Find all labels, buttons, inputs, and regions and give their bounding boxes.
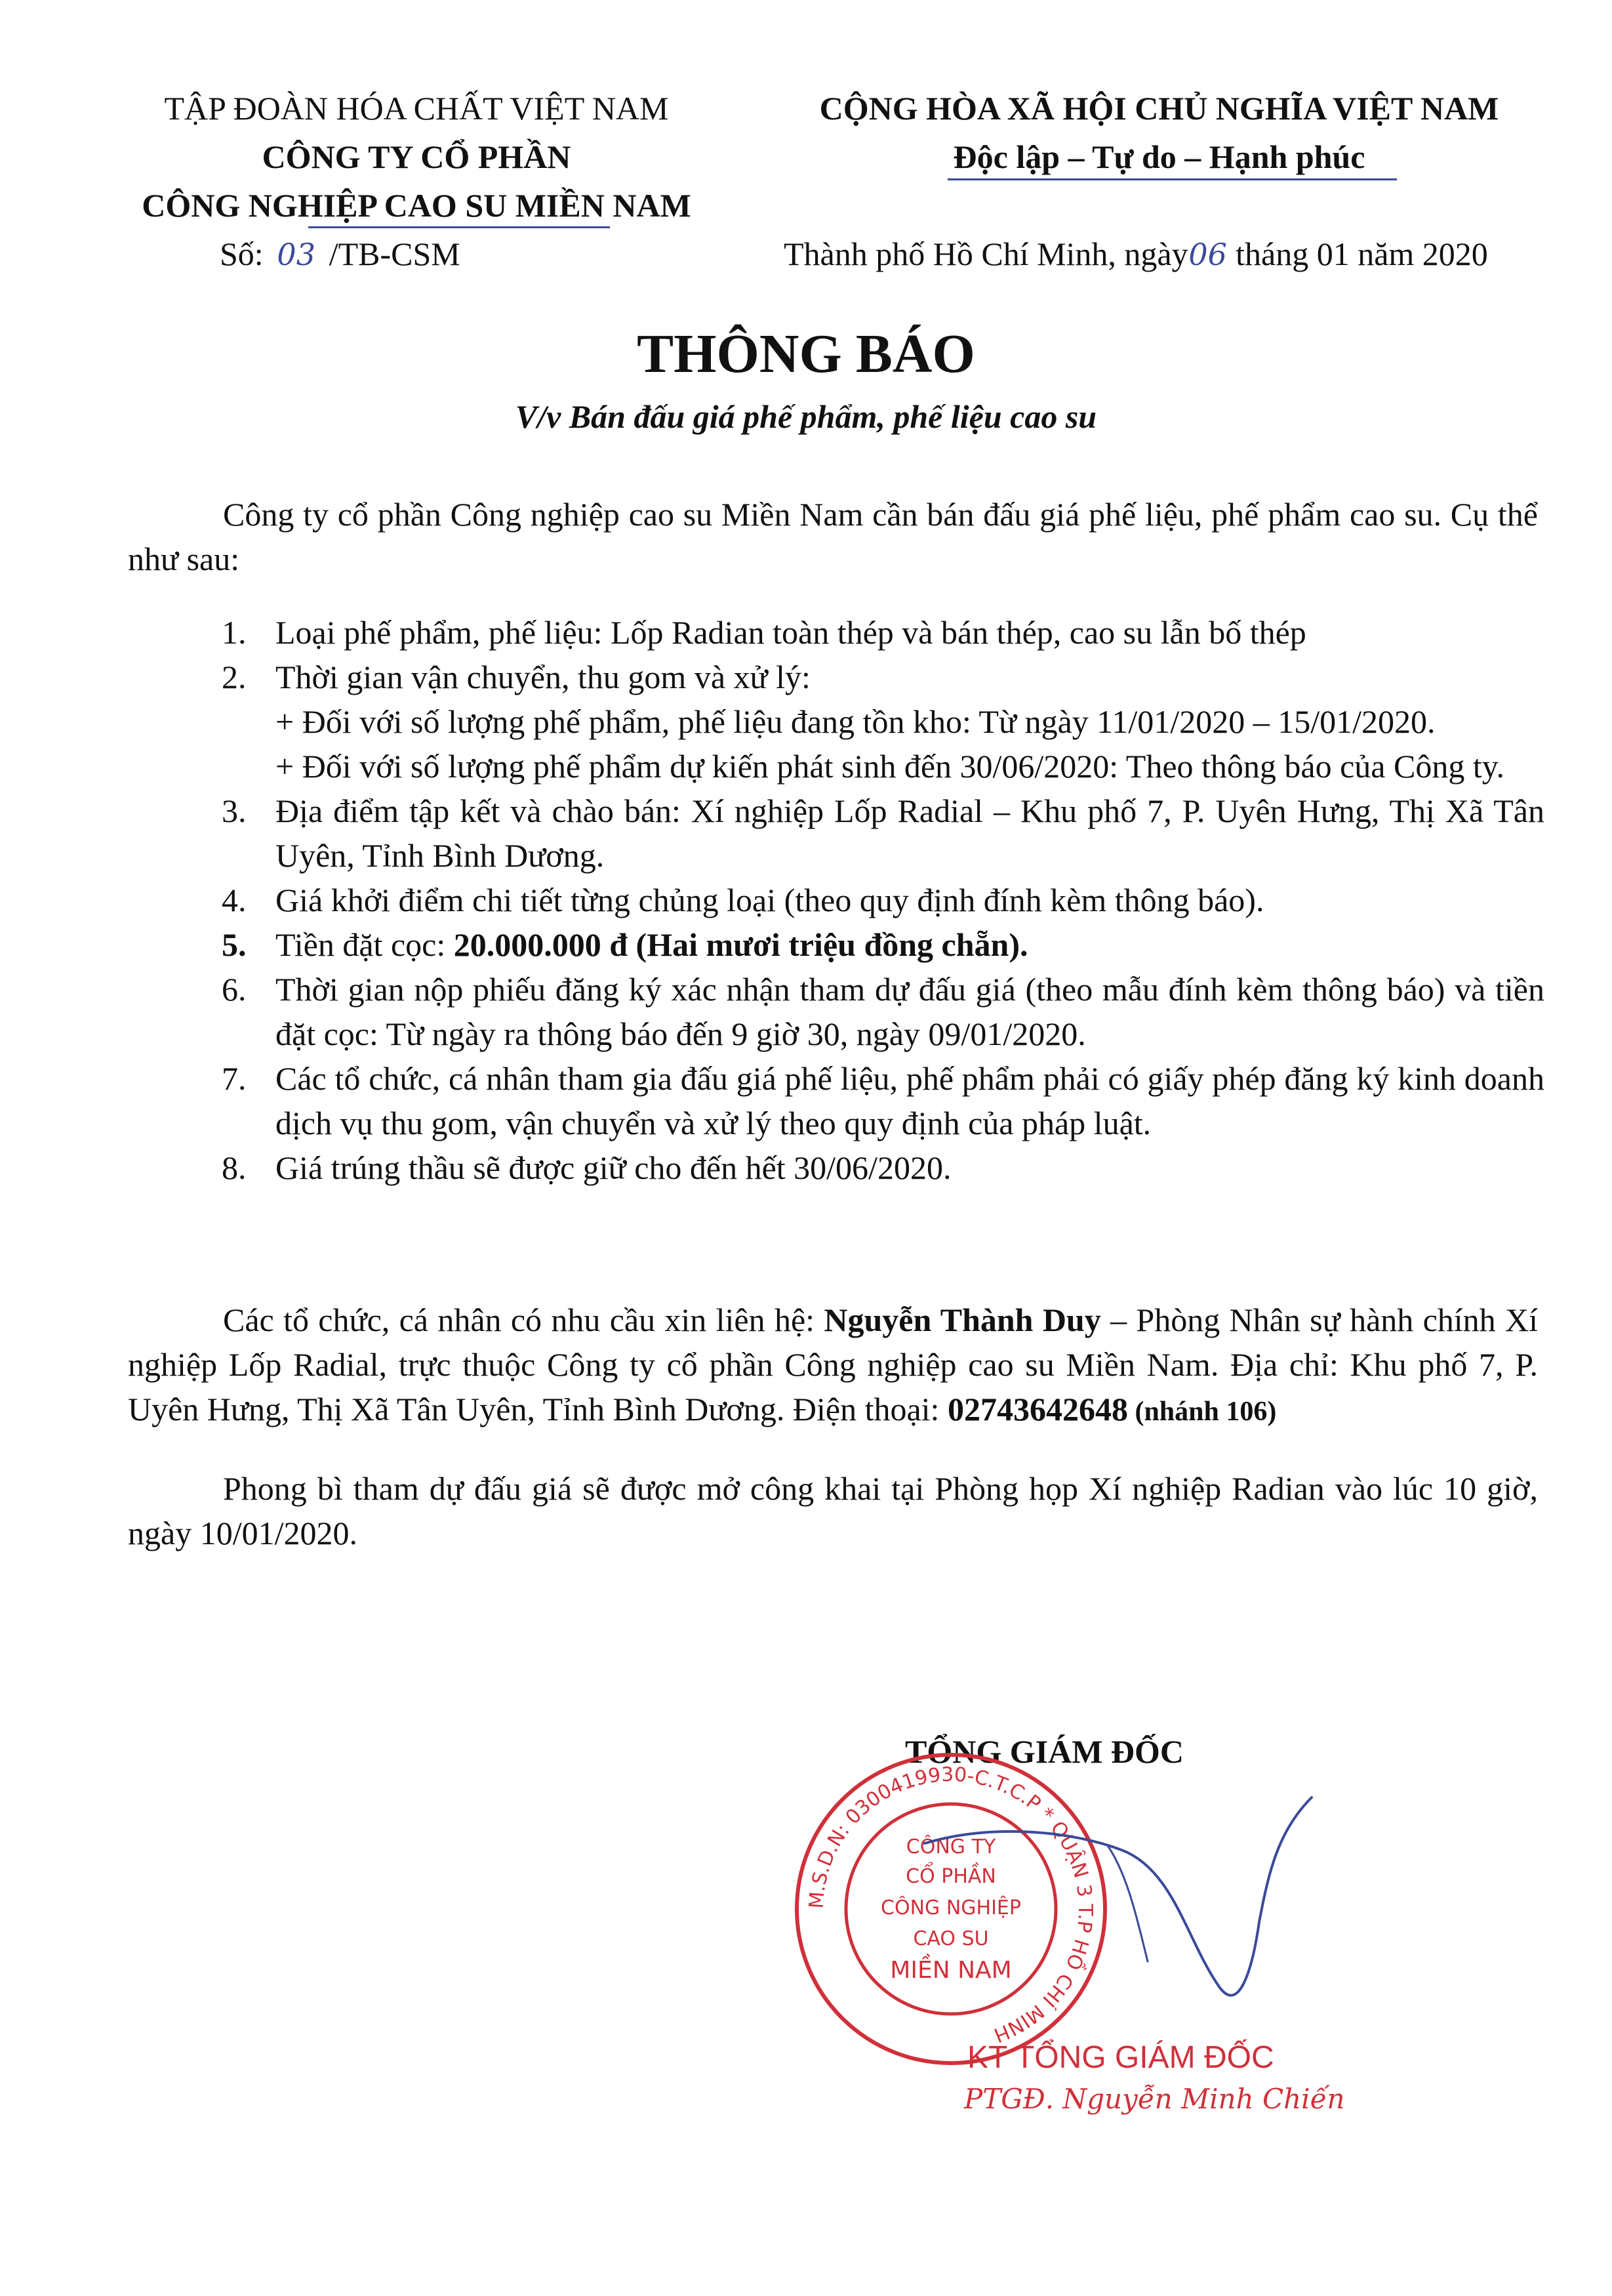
national-motto: Độc lập – Tự do – Hạnh phúc: [953, 138, 1365, 175]
number-value: 03: [277, 237, 315, 272]
date-day: 06: [1188, 237, 1227, 272]
page-subtitle: V/v Bán đấu giá phế phẩm, phế liệu cao su: [515, 398, 1097, 435]
header-group-name: TẬP ĐOÀN HÓA CHẤT VIỆT NAM: [164, 90, 669, 127]
number-suffix: /TB-CSM: [329, 236, 460, 272]
signature-role: TỔNG GIÁM ĐỐC: [905, 1733, 1184, 1770]
list-item: 2. Thời gian vận chuyển, thu gom và xử lý: + Đối với số lượng phế phẩm, phế liệu đang tồn kho: Từ ngày 11/01/2020 – 15/01/2020. + Đối với số lượng phế phẩm dự kiến phát sinh đến 30/06/2020: Theo thông báo của Công ty.: [128, 655, 1544, 789]
header-company-line1: CÔNG TY CỔ PHẦN: [262, 138, 571, 175]
stamp-line: CÔNG TY: [906, 1835, 996, 1858]
stamp-line: MIỀN NAM: [890, 1957, 1012, 1984]
list-item: 5. Tiền đặt cọc: 20.000.000 đ (Hai mươi triệu đồng chẵn).: [222, 926, 1028, 963]
page-title: THÔNG BÁO: [637, 323, 975, 384]
stamp-ring-text: M.S.D.N: 0300419930-C.T.C.P * QUẬN 3 T.P HỒ CHÍ MINH: [805, 1763, 1097, 2047]
national-title: CỘNG HÒA XÃ HỘI CHỦ NGHĨA VIỆT NAM: [819, 90, 1499, 127]
signature-deputy-name: PTGĐ. Nguyễn Minh Chiến: [964, 2083, 1345, 2115]
signature-scribble: [912, 1771, 1318, 2047]
list-item: 1. Loại phế phẩm, phế liệu: Lốp Radian toàn thép và bán thép, cao su lẫn bố thép: [222, 614, 1306, 651]
header-left-underline: [308, 226, 610, 228]
header-right: [774, 84, 1544, 181]
motto-underline: [948, 178, 1397, 180]
document-number: [220, 230, 460, 279]
intro-paragraph: Công ty cổ phần Công nghiệp cao su Miền Nam cần bán đấu giá phế liệu, phế phẩm cao su. Cụ thể như sau:: [128, 496, 1538, 577]
contact-extension: (nhánh 106): [1127, 1397, 1277, 1427]
number-prefix: Số:: [220, 236, 264, 272]
list-subitem: + Đối với số lượng phế phẩm dự kiến phát sinh đến 30/06/2020: Theo thông báo của Công ty.: [275, 748, 1504, 785]
header-company-line2: CÔNG NGHIỆP CAO SU MIỀN NAM: [142, 187, 691, 224]
stamp-line: CỔ PHẦN: [906, 1865, 996, 1888]
list-item: 4. Giá khởi điểm chi tiết từng chủng loại (theo quy định đính kèm thông báo).: [222, 882, 1264, 918]
list-subitem: + Đối với số lượng phế phẩm, phế liệu đang tồn kho: Từ ngày 11/01/2020 – 15/01/2020.: [275, 703, 1436, 740]
signature-deputy-title: KT TỔNG GIÁM ĐỐC: [967, 2040, 1274, 2075]
stamp-line: CAO SU: [913, 1927, 989, 1950]
list-item: 3. Địa điểm tập kết và chào bán: Xí nghiệp Lốp Radial – Khu phố 7, P. Uyên Hưng, Thị Xã Tân Uyên, Tỉnh Bình Dương.: [222, 792, 1544, 874]
closing-paragraph: Phong bì tham dự đấu giá sẽ được mở công khai tại Phòng họp Xí nghiệp Radian vào lúc 10 giờ, ngày 10/01/2020.: [128, 1470, 1538, 1551]
contact-name: Nguyễn Thành Duy: [824, 1302, 1101, 1338]
list-item: 6. Thời gian nộp phiếu đăng ký xác nhận tham dự đấu giá (theo mẫu đính kèm thông báo) và tiền đặt cọc: Từ ngày ra thông báo đến 9 giờ 30, ngày 09/01/2020.: [222, 971, 1544, 1052]
document-date: [784, 230, 1488, 279]
stamp-line: CÔNG NGHIỆP: [881, 1896, 1021, 1919]
item-list: [128, 610, 1544, 1190]
date-suffix: tháng 01 năm 2020: [1236, 236, 1488, 272]
date-prefix: Thành phố Hồ Chí Minh, ngày: [784, 236, 1188, 272]
list-item: 7. Các tổ chức, cá nhân tham gia đấu giá phế liệu, phế phẩm phải có giấy phép đăng ký kinh doanh dịch vụ thu gom, vận chuyển và xử lý theo quy định của pháp luật.: [222, 1060, 1544, 1141]
contact-phone: 02743642648: [947, 1391, 1128, 1427]
list-item: 8. Giá trúng thầu sẽ được giữ cho đến hết 30/06/2020.: [222, 1149, 952, 1186]
contact-paragraph: Các tổ chức, cá nhân có nhu cầu xin liên hệ: Nguyễn Thành Duy – Phòng Nhân sự hành chính Xí nghiệp Lốp Radial, trực thuộc Công ty cổ phần Công nghiệp cao su Miền Nam. Địa chỉ: Khu phố 7, P. Uyên Hưng, Thị Xã Tân Uyên, Tỉnh Bình Dương. Điện thoại: 02743642648 (nhánh 106): [128, 1302, 1539, 1427]
header-left: [111, 84, 721, 230]
